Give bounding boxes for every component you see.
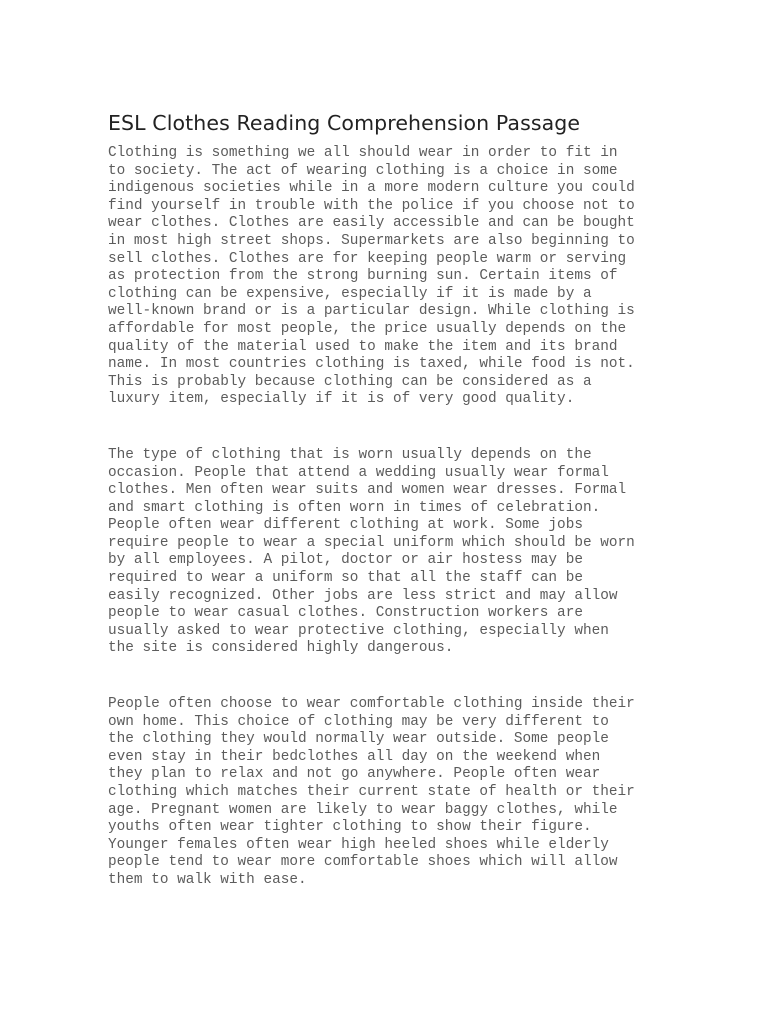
paragraph-line: sell clothes. Clothes are for keeping people warm or serving	[108, 250, 627, 267]
paragraph-line: indigenous societies while in a more modern culture you could	[108, 180, 635, 197]
paragraph-line: own home. This choice of clothing may be very different to	[108, 713, 609, 730]
paragraph-line: easily recognized. Other jobs are less strict and may allow	[108, 587, 618, 604]
paragraph-line: and smart clothing is often worn in times of celebration.	[108, 499, 601, 516]
paragraph-line: to society. The act of wearing clothing is a choice in some	[108, 162, 618, 179]
paragraph-line: Younger females often wear high heeled shoes while elderly	[108, 836, 609, 853]
paragraph-1	[108, 145, 668, 409]
paragraph-line: wear clothes. Clothes are easily accessible and can be bought	[108, 215, 635, 232]
paragraph-line: clothes. Men often wear suits and women wear dresses. Formal	[108, 482, 627, 499]
paragraph-line: the clothing they would normally wear outside. Some people	[108, 731, 609, 748]
paragraph-line: well-known brand or is a particular design. While clothing is	[108, 303, 635, 320]
paragraph-line: clothing can be expensive, especially if it is made by a	[108, 285, 592, 302]
paragraph-line: The type of clothing that is worn usually depends on the	[108, 446, 592, 463]
paragraph-line: People often wear different clothing at work. Some jobs	[108, 517, 583, 534]
paragraph-line: Clothing is something we all should wear in order to fit in	[108, 145, 618, 161]
paragraph-line: People often choose to wear comfortable clothing inside their	[108, 696, 635, 713]
paragraph-line: even stay in their bedclothes all day on the weekend when	[108, 748, 601, 765]
paragraph-line: find yourself in trouble with the police if you choose not to	[108, 197, 635, 214]
paragraph-line: This is probably because clothing can be considered as a	[108, 373, 592, 390]
paragraph-line: name. In most countries clothing is taxed, while food is not.	[108, 356, 635, 373]
paragraph-line: usually asked to wear protective clothing, especially when	[108, 622, 609, 639]
document-title: ESL Clothes Reading Comprehension Passage	[108, 111, 581, 135]
paragraph-line: occasion. People that attend a wedding usually wear formal	[108, 464, 609, 481]
paragraph-2	[108, 447, 668, 658]
paragraph-line: in most high street shops. Supermarkets are also beginning to	[108, 232, 635, 249]
paragraph-line: they plan to relax and not go anywhere. People often wear	[108, 766, 601, 783]
paragraph-line: the site is considered highly dangerous.	[108, 640, 454, 657]
paragraph-line: as protection from the strong burning sun. Certain items of	[108, 268, 618, 285]
paragraph-line: clothing which matches their current state of health or their	[108, 784, 635, 800]
paragraph-line: require people to wear a special uniform which should be worn	[108, 534, 635, 551]
paragraph-line: people tend to wear more comfortable shoes which will allow	[108, 854, 618, 871]
paragraph-line: affordable for most people, the price usually depends on the	[108, 320, 627, 337]
paragraph-line: youths often wear tighter clothing to show their figure.	[108, 819, 592, 836]
paragraph-3	[108, 696, 668, 890]
paragraph-line: required to wear a uniform so that all the staff can be	[108, 570, 583, 587]
paragraph-line: by all employees. A pilot, doctor or air hostess may be	[108, 552, 583, 569]
paragraph-line: age. Pregnant women are likely to wear baggy clothes, while	[108, 801, 618, 818]
paragraph-line: them to walk with ease.	[108, 871, 307, 888]
paragraph-line: quality of the material used to make the item and its brand	[108, 338, 618, 355]
paragraph-line: luxury item, especially if it is of very good quality.	[108, 391, 575, 408]
paragraph-line: people to wear casual clothes. Construction workers are	[108, 605, 583, 622]
document-body	[108, 108, 668, 890]
